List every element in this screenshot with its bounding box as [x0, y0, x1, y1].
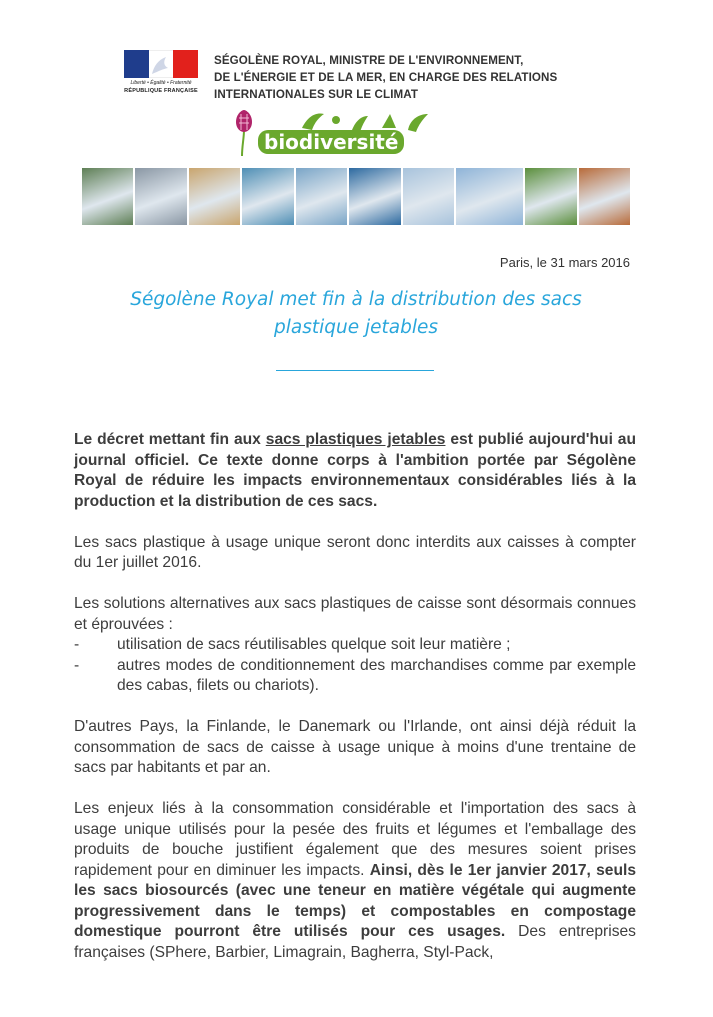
marianne-profile-icon: [146, 54, 176, 76]
list-item-text: utilisation de sacs réutilisables quelque soit leur matière ;: [117, 636, 511, 653]
lead-text-end: est publié aujourd'hui au journal officiel. Ce texte donne corps à l'ambition portée par Ségolène Royal de réduire les impacts environnementaux considérables liés à la production et la distribution de ces sacs.: [74, 431, 636, 510]
paragraph-text-start: Les enjeux liés à la consommation considérable et l'importation des sacs à usage unique utilisés pour la pesée des fruits et légumes et l'emballage des produits de bouche justifient également que des mesures soient prises rapidement pour en diminuer les impacts.: [74, 800, 636, 879]
press-release-title: Ségolène Royal met fin à la distribution des sacs plastique jetables: [130, 289, 582, 338]
press-release-header: [0, 0, 713, 230]
plastic-bags-link[interactable]: sacs plastiques jetables: [265, 431, 446, 448]
photo-child: [189, 168, 240, 225]
title-divider: [276, 370, 434, 371]
press-release-date: Paris, le 31 mars 2016: [499, 255, 630, 270]
paragraph-other-countries: D'autres Pays, la Finlande, le Danemark ou l'Irlande, ont ainsi déjà réduit la consommation de sacs de caisse à usage unique à moins d'une trentaine de sacs par habitants et par an.: [74, 718, 636, 776]
lead-text-start: Le décret mettant fin aux: [74, 431, 266, 448]
ministry-line: SÉGOLÈNE ROYAL, MINISTRE DE L'ENVIRONNEMENT,: [214, 54, 524, 67]
lead-paragraph: [74, 430, 636, 512]
ministry-line: DE L'ÉNERGIE ET DE LA MER, EN CHARGE DES RELATIONS: [214, 71, 558, 84]
paragraph-text-end: Des entreprises françaises (SPhere, Barbier, Limagrain, Bagherra, Styl-Pack,: [74, 923, 636, 961]
republic-motto: Liberté • Égalité • Fraternité: [130, 80, 192, 86]
list-item: [74, 656, 636, 697]
photo-waterfall: [82, 168, 133, 225]
photo-banner: [82, 168, 630, 225]
paragraph-alternatives: Les solutions alternatives aux sacs plastiques de caisse sont désormais connues et éprouvées :: [74, 595, 636, 633]
biodiversity-wordmark: biodiversité: [258, 130, 404, 154]
biodiversity-logo: [232, 108, 442, 158]
republic-name: RÉPUBLIQUE FRANÇAISE: [124, 88, 198, 94]
photo-car: [456, 168, 523, 225]
paragraph-ban-date: Les sacs plastique à usage unique seront donc interdits aux caisses à compter du 1er juillet 2016.: [74, 533, 636, 571]
list-item-text: autres modes de conditionnement des marchandises comme par exemple des cabas, filets ou chariots).: [117, 656, 636, 694]
republique-francaise-logo: [124, 50, 198, 98]
ministry-title: [214, 52, 574, 103]
photo-wind-turbine: [403, 168, 454, 225]
photo-minister: [349, 168, 400, 225]
list-marker: -: [74, 656, 80, 674]
ministry-line: INTERNATIONALES SUR LE CLIMAT: [214, 88, 419, 101]
press-release-body: [74, 430, 636, 984]
paragraph-fruit-vegetable-bags: [74, 799, 636, 963]
paragraph-bold-text: Ainsi, dès le 1er janvier 2017, seuls les sacs biosourcés (avec une teneur en matière végétale qui augmente progressivement dans le temps) et compostables en compostage domestique pourront être utilisés pour ces usages.: [74, 861, 636, 940]
list-marker: -: [74, 636, 80, 653]
photo-wetland: [242, 168, 293, 225]
photo-green-wall: [525, 168, 576, 225]
photo-workers: [579, 168, 630, 225]
photo-hands: [135, 168, 186, 225]
photo-coast: [296, 168, 347, 225]
list-item: [74, 635, 636, 656]
